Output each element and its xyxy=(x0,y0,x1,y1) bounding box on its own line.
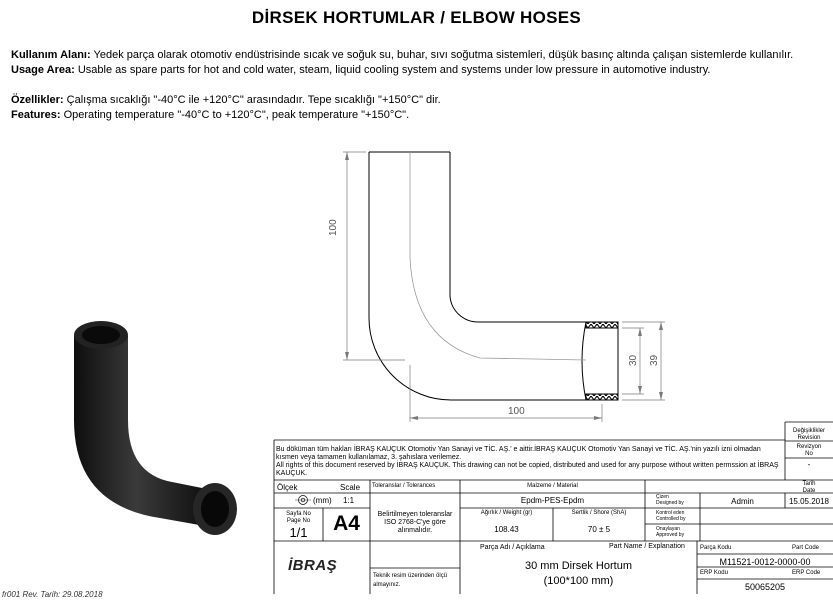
features-en-text: Operating temperature "-40°C to +120°C", peak temperature "+150°C". xyxy=(60,109,410,121)
sheet-value: 1/1 xyxy=(289,525,308,540)
hose-3d-render xyxy=(74,321,237,535)
hardness-value: 70 ± 5 xyxy=(587,525,611,534)
dim-inner-label: 30 xyxy=(628,354,639,366)
material-label: Malzeme / Material xyxy=(527,483,578,489)
erp-en-label: ERP Code xyxy=(792,570,821,576)
revisions-label: Değişiklikler Revision xyxy=(792,428,825,441)
mm-label: (mm) xyxy=(313,496,332,505)
part-name-en-label: Part Name / Explanation xyxy=(609,543,685,550)
copyright-tr: Bu döküman tüm hakları İBRAŞ KAUÇUK Otomotiv Yan Sanayi ve TİC. AŞ.' e aittir.İBRAŞ KAUÇUK Otomotiv Yan Sanayi ve TİC. AŞ.'nin yazılı izni olmadan kısmen veya tamamen kullanılamaz, 3. şahıslara verilemez. xyxy=(276,446,761,461)
dim-vertical-label: 100 xyxy=(328,219,339,236)
part-name-tr-label: Parça Adı / Açıklama xyxy=(480,544,545,551)
design-date: 15.05.2018 xyxy=(788,497,830,506)
usage-tr-text: Yedek parça olarak otomotiv endüstrisinde sıcak ve soğuk su, buhar, sıvı soğutma sistemleri, düşük basınç altında çalışan sistemlerde kullanılır. xyxy=(90,49,794,61)
erp-tr-label: ERP Kodu xyxy=(700,570,728,576)
weight-value: 108.43 xyxy=(494,525,519,534)
dim-horizontal-label: 100 xyxy=(508,406,525,417)
tolerances-text: Belirtilmeyen toleranslar ISO 2768-C'ye göre alınmalıdır. xyxy=(377,511,453,534)
date-label: Tarih Date xyxy=(802,481,816,494)
centerline xyxy=(410,152,586,360)
usage-en-label: Usage Area: xyxy=(11,64,75,76)
material-value: Epdm-PES-Epdm xyxy=(520,496,585,505)
projection-symbol xyxy=(295,496,311,505)
dimension-lines xyxy=(343,152,665,422)
part-name-line1: 30 mm Dirsek Hortum xyxy=(525,560,632,572)
hardness-label: Sertlik / Shore (ShA) xyxy=(571,510,627,516)
usage-en-text: Usable as spare parts for hot and cold water, steam, liquid cooling system and systems under low pressure in automotive industry. xyxy=(74,64,711,76)
part-code-tr-label: Parça Kodu xyxy=(700,545,732,551)
revision-no: - xyxy=(807,460,811,469)
part-code-en-label: Part Code xyxy=(792,545,820,551)
print-note: Teknik resim üzerinden ölçü almayınız. xyxy=(373,573,448,588)
revision-no-label: Revizyon No xyxy=(796,444,822,457)
sheet-label: Sayfa No Page No xyxy=(286,511,311,524)
erp-value: 50065205 xyxy=(744,582,786,592)
designed-value: Admin xyxy=(731,497,754,506)
checked-label: Kontrol eden Controlled by xyxy=(656,510,686,522)
page-title: DİRSEK HORTUMLAR / ELBOW HOSES xyxy=(251,8,582,27)
tolerances-label: Toleranslar / Tolerances xyxy=(372,483,436,489)
part-code-value: M11521-0012-0000-00 xyxy=(719,557,811,567)
paper-size: A4 xyxy=(333,512,360,535)
features-tr-label: Özellikler: xyxy=(11,94,64,106)
scale-value: 1:1 xyxy=(343,496,355,505)
olcek-label: Ölçek xyxy=(277,483,298,492)
part-name-line2: (100*100 mm) xyxy=(543,575,614,587)
features-en-label: Features: xyxy=(11,109,61,121)
scale-label: Scale xyxy=(340,483,361,492)
copyright-en: All rights of this document reserved by İBRAŞ KAUÇUK. This drawing can not be copied, distributed and used for any purpose without written permssion at İBRAŞ KAUÇUK. xyxy=(276,462,779,477)
usage-tr-label: Kullanım Alanı: xyxy=(11,49,91,61)
approved-label: Onaylayan Approved by xyxy=(656,526,685,538)
dimension-arrows xyxy=(345,152,663,420)
designed-label: Çizen Designed by xyxy=(656,494,684,506)
dim-outer-label: 39 xyxy=(649,354,660,366)
features-tr-text: Çalışma sıcaklığı "-40°C ile +120°C" arasındadır. Tepe sıcaklığı "+150°C" dir. xyxy=(63,94,441,106)
hose-outline xyxy=(369,152,618,400)
ibras-logo: İBRAŞ xyxy=(288,557,338,574)
weight-label: Ağırlık / Weight (gr) xyxy=(480,510,533,516)
form-revision-footer: fr001 Rev. Tarih: 29.08.2018 xyxy=(2,590,103,599)
